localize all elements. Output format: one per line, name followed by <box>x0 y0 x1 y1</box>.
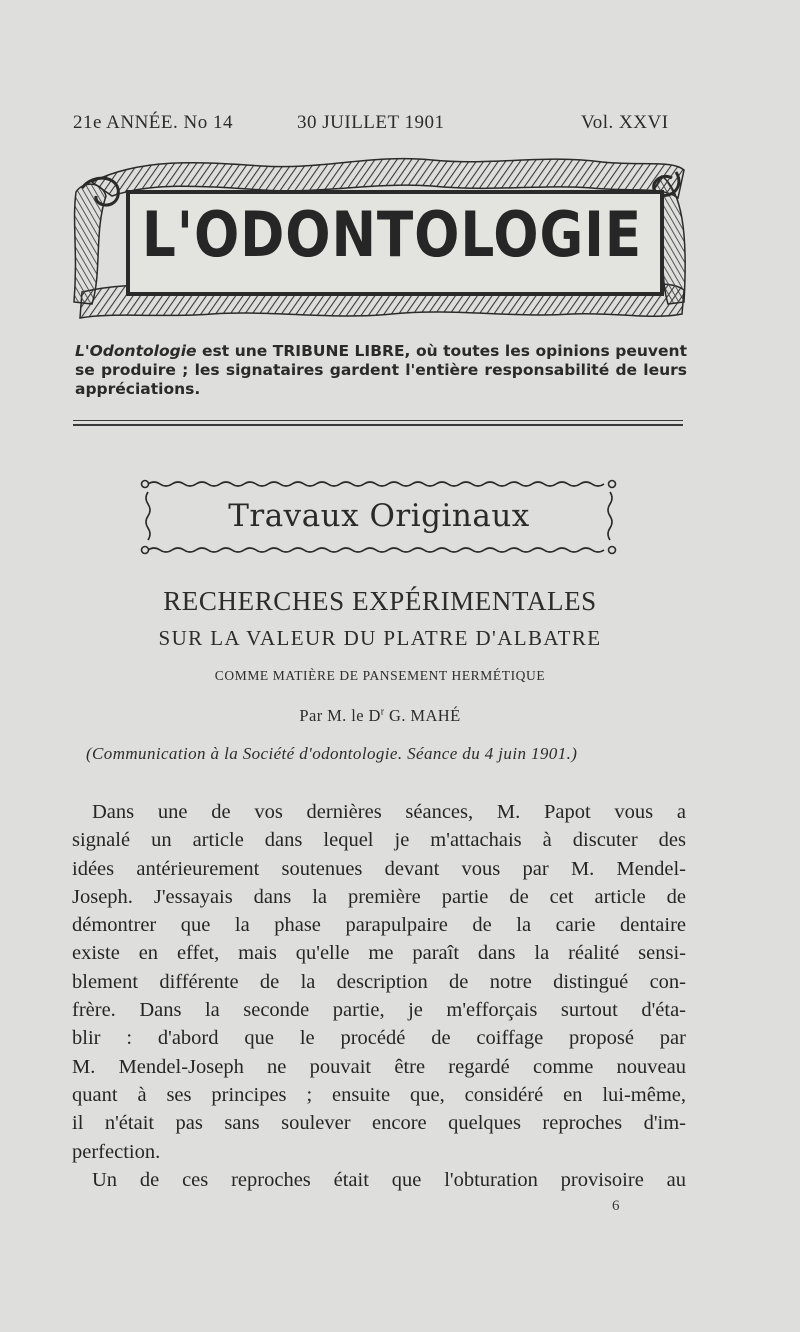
body-line: quant à ses principes ; ensuite que, considéré en lui-même, <box>72 1083 686 1106</box>
communication-note: (Communication à la Société d'odontologie. Séance du 4 juin 1901.) <box>86 744 578 763</box>
body-line: perfection. <box>72 1140 161 1163</box>
article-body <box>72 798 686 1194</box>
issue-number: 21e ANNÉE. No 14 <box>73 112 233 133</box>
body-line: M. Mendel-Joseph ne pouvait être regardé comme nouveau <box>72 1055 686 1078</box>
body-line: il n'était pas sans soulever encore quelques reproches d'im- <box>72 1112 686 1135</box>
body-line: signalé un article dans lequel je m'attachais à discuter des <box>72 829 686 852</box>
volume-number: Vol. XXVI <box>581 112 669 133</box>
article-author <box>0 706 760 726</box>
body-line: Dans une de vos dernières séances, M. Papot vous a <box>92 801 686 823</box>
section-banner <box>140 478 618 556</box>
divider-rule-bottom <box>73 424 683 426</box>
author-name: G. MAHÉ <box>384 706 461 725</box>
notice-text: est une TRIBUNE LIBRE, où toutes les opinions peuvent se produire ; les signataires gardent l'entière responsabilité de leurs appréciations. <box>75 342 687 398</box>
journal-title: L'ODONTOLOGIE <box>141 198 643 271</box>
body-line: blir : d'abord que le procédé de coiffage proposé par <box>72 1027 686 1050</box>
issue-date: 30 JUILLET 1901 <box>297 112 445 133</box>
masthead <box>72 152 688 320</box>
body-line: Un de ces reproches était que l'obturation provisoire au <box>92 1168 686 1191</box>
body-line: frère. Dans la seconde partie, je m'efforçais surtout d'éta- <box>72 999 686 1022</box>
article-subtitle: SUR LA VALEUR DU PLATRE D'ALBATRE <box>158 626 602 650</box>
divider-rule-top <box>73 420 683 421</box>
editorial-notice <box>75 342 687 399</box>
notice-journal-name: L'Odontologie <box>75 342 197 360</box>
body-line: démontrer que la phase parapulpaire de la carie dentaire <box>72 914 686 937</box>
body-line: blement différente de la description de notre distingué con- <box>72 970 686 993</box>
author-prefix: Par M. le D <box>299 706 381 725</box>
section-title: Travaux Originaux <box>228 498 530 534</box>
body-line: idées antérieurement soutenues devant vous par M. Mendel- <box>72 857 686 880</box>
article-subtitle-small: COMME MATIÈRE DE PANSEMENT HERMÉTIQUE <box>214 668 546 683</box>
article-title: RECHERCHES EXPÉRIMENTALES <box>163 586 597 616</box>
author-title-sup: r <box>380 706 385 718</box>
signature-mark: 6 <box>612 1198 620 1214</box>
body-line: Joseph. J'essayais dans la première partie de cet article de <box>72 885 686 908</box>
body-line: existe en effet, mais qu'elle me paraît dans la réalité sensi- <box>72 942 686 965</box>
